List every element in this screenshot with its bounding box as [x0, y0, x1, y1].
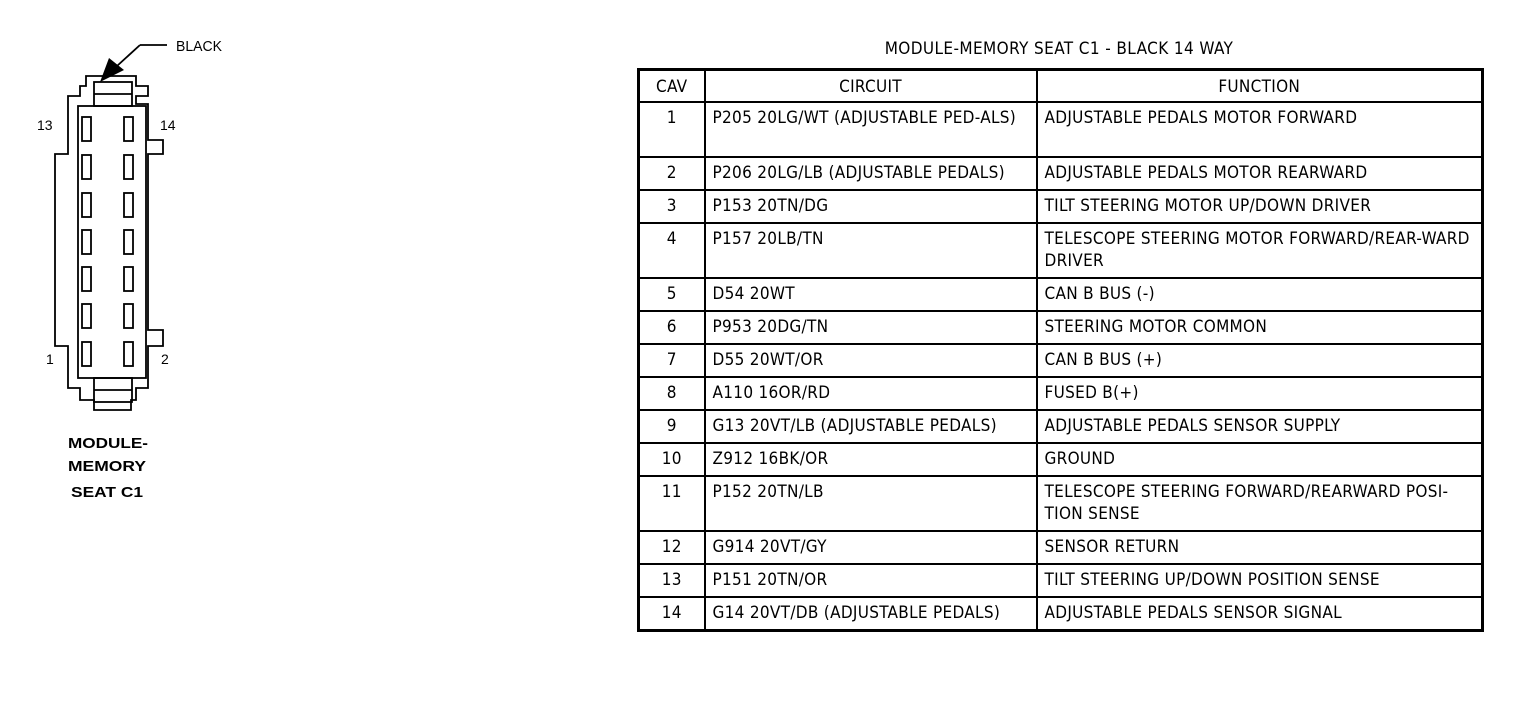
- function-cell: CAN B BUS (-): [1037, 278, 1483, 311]
- cav-cell: 14: [639, 597, 705, 631]
- cav-cell: 12: [639, 531, 705, 564]
- connector-name-line-1: MODULE-: [68, 435, 148, 452]
- cav-cell: 7: [639, 344, 705, 377]
- header-function: FUNCTION: [1037, 70, 1483, 103]
- table-row: [639, 597, 1483, 631]
- pinout-table: [637, 68, 1484, 632]
- circuit-cell: D54 20WT: [705, 278, 1037, 311]
- terminal-cavities: [82, 117, 133, 366]
- table-row: [639, 443, 1483, 476]
- table-row: [639, 190, 1483, 223]
- table-row: [639, 157, 1483, 190]
- table-row: [639, 531, 1483, 564]
- cav-cell: 1: [639, 102, 705, 157]
- table-row: [639, 311, 1483, 344]
- table-row: [639, 278, 1483, 311]
- inner-body: [78, 106, 146, 378]
- function-cell: CAN B BUS (+): [1037, 344, 1483, 377]
- table-row: [639, 377, 1483, 410]
- cav-cell: 11: [639, 476, 705, 531]
- table-row: [639, 476, 1483, 531]
- function-cell: TILT STEERING UP/DOWN POSITION SENSE: [1037, 564, 1483, 597]
- table-row: [639, 410, 1483, 443]
- function-cell: ADJUSTABLE PEDALS SENSOR SUPPLY: [1037, 410, 1483, 443]
- connector-name: [68, 435, 148, 501]
- pin-label-13: 13: [37, 117, 53, 133]
- pin-label-1: 1: [46, 351, 54, 367]
- cav-cell: 3: [639, 190, 705, 223]
- function-cell: ADJUSTABLE PEDALS MOTOR REARWARD: [1037, 157, 1483, 190]
- circuit-cell: P206 20LG/LB (ADJUSTABLE PEDALS): [705, 157, 1037, 190]
- table-header-row: [639, 70, 1483, 103]
- function-cell: ADJUSTABLE PEDALS SENSOR SIGNAL: [1037, 597, 1483, 631]
- cav-cell: 13: [639, 564, 705, 597]
- table-row: [639, 564, 1483, 597]
- cav-cell: 6: [639, 311, 705, 344]
- circuit-cell: G13 20VT/LB (ADJUSTABLE PEDALS): [705, 410, 1037, 443]
- circuit-cell: P157 20LB/TN: [705, 223, 1037, 278]
- function-cell: TILT STEERING MOTOR UP/DOWN DRIVER: [1037, 190, 1483, 223]
- pin-label-2: 2: [161, 351, 169, 367]
- cav-cell: 10: [639, 443, 705, 476]
- function-cell: TELESCOPE STEERING MOTOR FORWARD/REAR-WARD DRIVER: [1037, 223, 1483, 278]
- cav-cell: 8: [639, 377, 705, 410]
- header-cav: CAV: [639, 70, 705, 103]
- circuit-cell: D55 20WT/OR: [705, 344, 1037, 377]
- function-cell: SENSOR RETURN: [1037, 531, 1483, 564]
- connector-name-line-3: SEAT C1: [71, 484, 143, 501]
- function-cell: GROUND: [1037, 443, 1483, 476]
- circuit-cell: P153 20TN/DG: [705, 190, 1037, 223]
- circuit-cell: Z912 16BK/OR: [705, 443, 1037, 476]
- table-row: [639, 102, 1483, 157]
- circuit-cell: P205 20LG/WT (ADJUSTABLE PED-ALS): [705, 102, 1037, 157]
- circuit-cell: P953 20DG/TN: [705, 311, 1037, 344]
- function-cell: FUSED B(+): [1037, 377, 1483, 410]
- circuit-cell: A110 16OR/RD: [705, 377, 1037, 410]
- connector-diagram: [0, 0, 600, 714]
- cav-cell: 9: [639, 410, 705, 443]
- circuit-cell: G914 20VT/GY: [705, 531, 1037, 564]
- table-title: MODULE-MEMORY SEAT C1 - BLACK 14 WAY: [884, 39, 1234, 59]
- cav-cell: 4: [639, 223, 705, 278]
- circuit-cell: P151 20TN/OR: [705, 564, 1037, 597]
- pin-label-14: 14: [160, 117, 176, 133]
- connector-name-line-2: MEMORY: [68, 458, 146, 475]
- table-row: [639, 344, 1483, 377]
- function-cell: TELESCOPE STEERING FORWARD/REARWARD POSI-TION SENSE: [1037, 476, 1483, 531]
- header-circuit: CIRCUIT: [705, 70, 1037, 103]
- connector-color-callout: BLACK: [176, 38, 222, 55]
- cav-cell: 2: [639, 157, 705, 190]
- cav-cell: 5: [639, 278, 705, 311]
- callout-arrowhead: [100, 58, 124, 82]
- function-cell: ADJUSTABLE PEDALS MOTOR FORWARD: [1037, 102, 1483, 157]
- circuit-cell: G14 20VT/DB (ADJUSTABLE PEDALS): [705, 597, 1037, 631]
- table-row: [639, 223, 1483, 278]
- function-cell: STEERING MOTOR COMMON: [1037, 311, 1483, 344]
- circuit-cell: P152 20TN/LB: [705, 476, 1037, 531]
